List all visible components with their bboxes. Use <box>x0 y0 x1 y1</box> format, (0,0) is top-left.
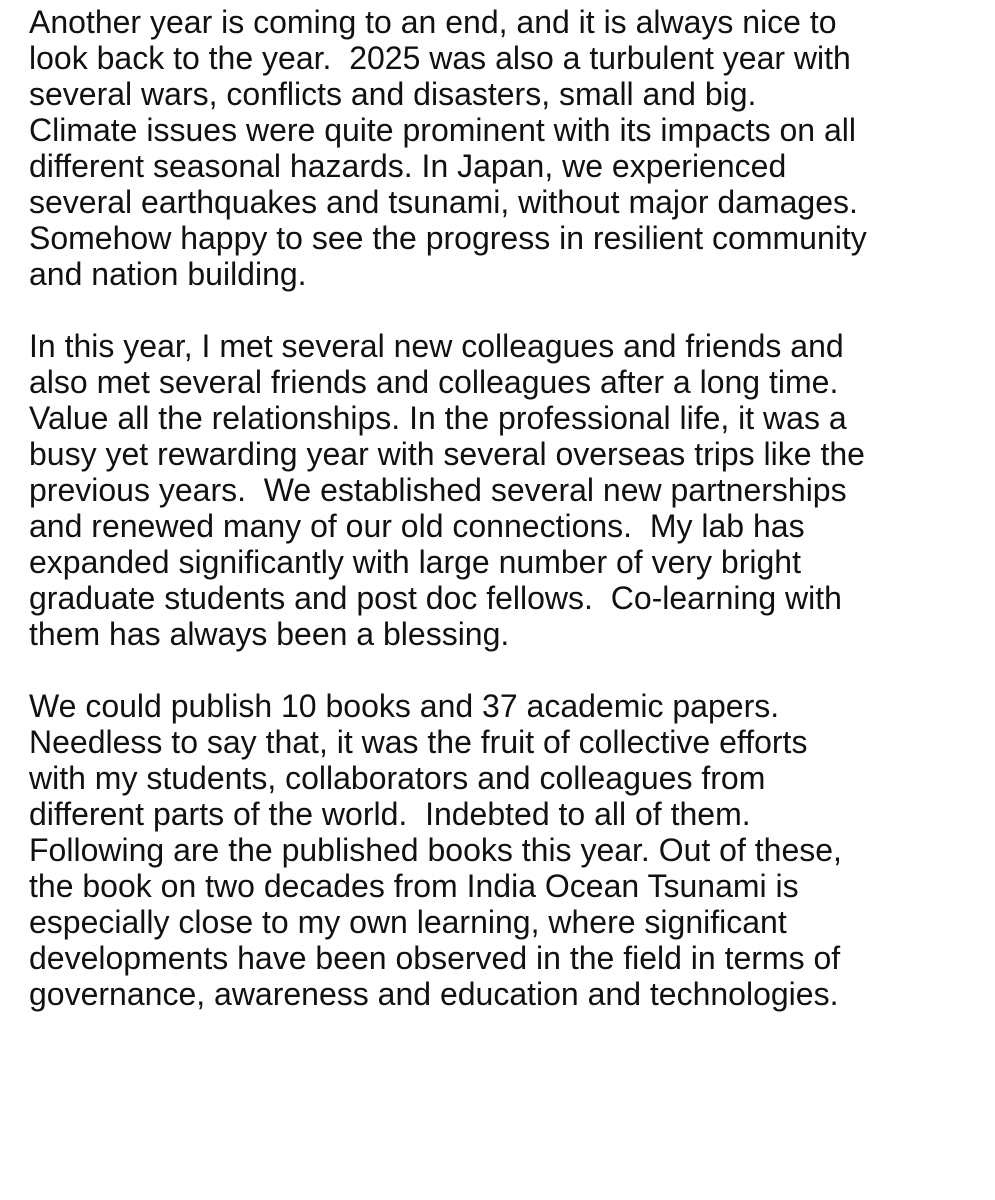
text-line: them has always been a blessing. <box>29 616 510 652</box>
text-line: expanded significantly with large number of very bright <box>29 544 801 580</box>
text-line: with my students, collaborators and colleagues from <box>29 760 766 796</box>
text-line: different parts of the world. Indebted to all of them. <box>29 796 751 832</box>
paragraph-1 <box>29 4 989 292</box>
text-line: and nation building. <box>29 256 307 292</box>
paragraph-2 <box>29 328 989 652</box>
text-line: also met several friends and colleagues after a long time. <box>29 364 839 400</box>
text-line: different seasonal hazards. In Japan, we experienced <box>29 148 787 184</box>
text-line: Following are the published books this year. Out of these, <box>29 832 842 868</box>
text-line: and renewed many of our old connections. My lab has <box>29 508 805 544</box>
text-line: busy yet rewarding year with several overseas trips like the <box>29 436 865 472</box>
text-line: look back to the year. 2025 was also a turbulent year with <box>29 40 851 76</box>
text-line: We could publish 10 books and 37 academic papers. <box>29 688 780 724</box>
text-line: several earthquakes and tsunami, without major damages. <box>29 184 858 220</box>
text-line: especially close to my own learning, where significant <box>29 904 787 940</box>
text-line: previous years. We established several new partnerships <box>29 472 847 508</box>
text-line: Somehow happy to see the progress in resilient community <box>29 220 867 256</box>
text-line: graduate students and post doc fellows. Co-learning with <box>29 580 842 616</box>
text-line: governance, awareness and education and technologies. <box>29 976 839 1012</box>
document-body <box>29 4 989 1012</box>
text-line: developments have been observed in the field in terms of <box>29 940 841 976</box>
text-line: several wars, conflicts and disasters, small and big. <box>29 76 757 112</box>
text-line: Needless to say that, it was the fruit of collective efforts <box>29 724 808 760</box>
text-line: Value all the relationships. In the professional life, it was a <box>29 400 847 436</box>
text-line: In this year, I met several new colleagues and friends and <box>29 328 844 364</box>
text-line: the book on two decades from India Ocean Tsunami is <box>29 868 799 904</box>
text-line: Another year is coming to an end, and it is always nice to <box>29 4 837 40</box>
text-line: Climate issues were quite prominent with its impacts on all <box>29 112 856 148</box>
paragraph-3 <box>29 688 989 1012</box>
